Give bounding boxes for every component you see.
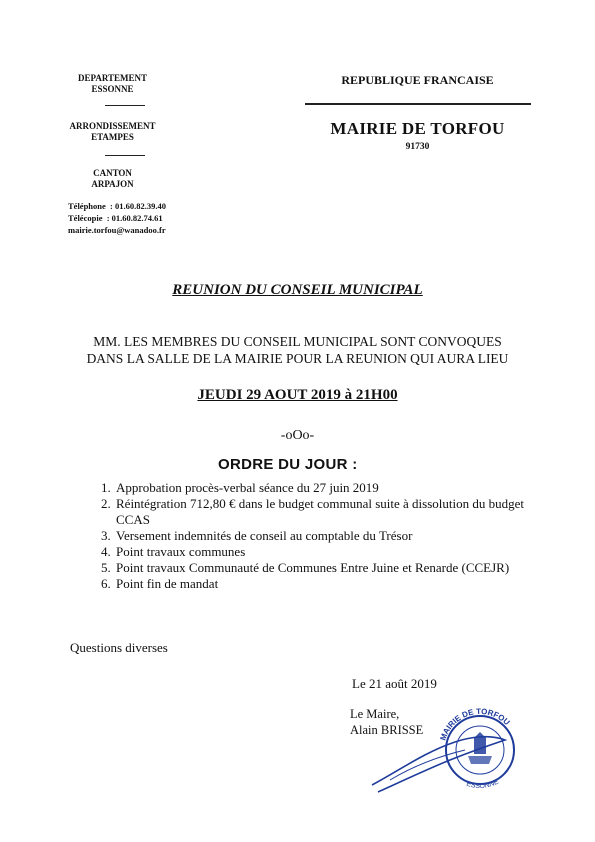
separator: -oOo- xyxy=(280,428,315,443)
agenda-title: ORDRE DU JOUR : xyxy=(218,456,358,473)
divider xyxy=(105,105,145,106)
departement-value: ESSONNE xyxy=(91,84,134,94)
signer-name: Alain BRISSE xyxy=(350,723,424,737)
agenda-item: 1. Approbation procès-verbal séance du 27 juin 2019 xyxy=(114,480,554,496)
email: mairie.torfou@wanadoo.fr xyxy=(68,225,166,235)
departement-block xyxy=(50,73,175,95)
meeting-date: JEUDI 29 AOUT 2019 à 21H00 xyxy=(197,387,398,403)
convocation-line: MM. LES MEMBRES DU CONSEIL MUNICIPAL SONT CONVOQUES xyxy=(93,334,502,349)
arrondissement-value: ETAMPES xyxy=(91,132,134,142)
header-rule xyxy=(305,103,531,105)
departement-label: DEPARTEMENT xyxy=(77,73,148,83)
convocation-text xyxy=(0,333,595,367)
mairie-title: MAIRIE DE TORFOU xyxy=(330,119,505,138)
telephone: Téléphone : 01.60.82.39.40 xyxy=(68,201,166,211)
svg-text:ESSONNE xyxy=(465,778,500,790)
republique-label: REPUBLIQUE FRANCAISE xyxy=(341,73,494,87)
agenda-item: 6. Point fin de mandat xyxy=(114,576,554,592)
agenda-item: 3. Versement indemnités de conseil au comptable du Trésor xyxy=(114,528,554,544)
agenda-item: 5. Point travaux Communauté de Communes Entre Juine et Renarde (CCEJR) xyxy=(114,560,554,576)
questions-diverses: Questions diverses xyxy=(70,640,168,655)
canton-label: CANTON xyxy=(93,168,132,178)
agenda-list xyxy=(92,480,554,592)
signature-block xyxy=(350,706,423,738)
divider xyxy=(105,155,145,156)
agenda-item: 2. Réintégration 712,80 € dans le budget communal suite à dissolution du budget CCAS xyxy=(114,496,554,528)
canton-block xyxy=(50,168,175,190)
code-postal: 91730 xyxy=(405,142,430,152)
stamp-text-top: MAIRIE DE TORFOU xyxy=(438,706,512,742)
document-date: Le 21 août 2019 xyxy=(352,676,437,691)
arrondissement-block xyxy=(50,121,175,143)
agenda-item: 4. Point travaux communes xyxy=(114,544,554,560)
telecopie: Télécopie : 01.60.82.74.61 xyxy=(68,213,163,223)
stamp-text-bottom: ESSONNE xyxy=(465,778,500,791)
convocation-line: DANS LA SALLE DE LA MAIRIE POUR LA REUNION QUI AURA LIEU xyxy=(86,351,509,366)
canton-value: ARPAJON xyxy=(91,179,134,189)
signer-role: Le Maire, xyxy=(350,707,400,721)
meeting-title: REUNION DU CONSEIL MUNICIPAL xyxy=(172,282,423,298)
arrondissement-label: ARRONDISSEMENT xyxy=(69,121,156,131)
